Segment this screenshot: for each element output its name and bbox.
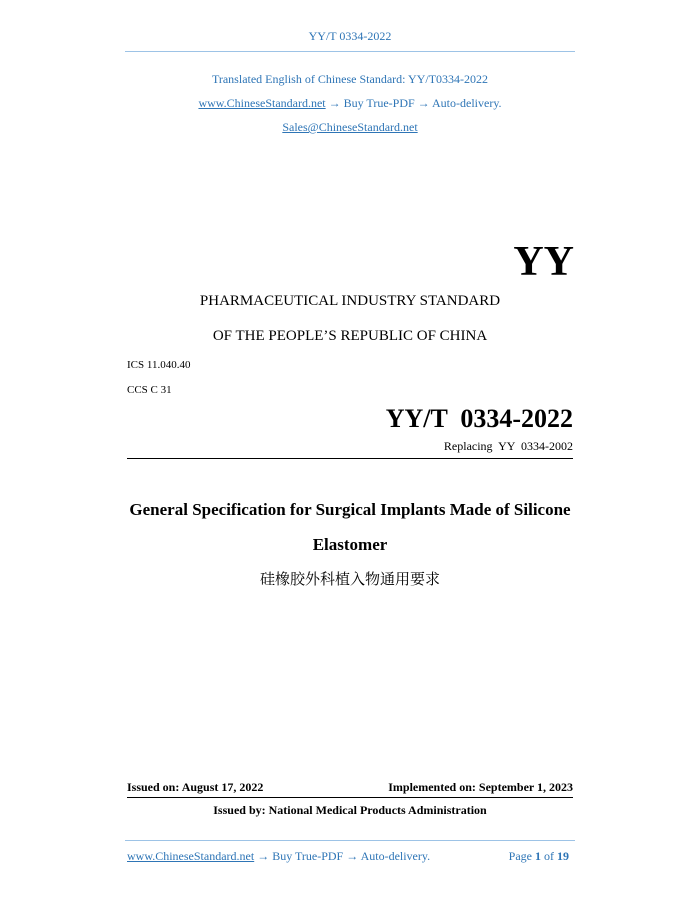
of-label: of: [544, 849, 554, 863]
page-indicator: [509, 849, 569, 864]
footer-website-link[interactable]: www.ChineseStandard.net: [127, 849, 255, 863]
purchase-line: [0, 96, 700, 111]
running-header-title: YY/T 0334-2022: [308, 29, 392, 43]
standard-code-mark: YY: [513, 239, 574, 285]
title-en-line-2: Elastomer: [312, 535, 388, 554]
website-link[interactable]: www.ChineseStandard.net: [198, 96, 326, 110]
ccs-code: CCS C 31: [127, 384, 172, 396]
standard-number: YY/T 0334-2022: [385, 404, 573, 433]
implemented-on: Implemented on: September 1, 2023: [388, 780, 573, 794]
industry-line-2: OF THE PEOPLE’S REPUBLIC OF CHINA: [212, 328, 488, 344]
translation-note: Translated English of Chinese Standard: YY/T0334-2022: [211, 72, 489, 86]
standard-number-rule: [127, 458, 573, 459]
page-total: 19: [557, 849, 569, 863]
title-cn: 硅橡胶外科植入物通用要求: [259, 570, 440, 588]
issued-on: Issued on: August 17, 2022: [127, 780, 264, 794]
page-number: 1: [535, 849, 541, 863]
buy-text: → Buy True-PDF → Auto-delivery.: [328, 96, 502, 110]
header-rule: [125, 51, 575, 52]
footer-buy-text: → Buy True-PDF → Auto-delivery.: [257, 849, 431, 863]
issue-rule: [127, 797, 573, 798]
replacing-note: Replacing YY 0334-2002: [443, 439, 573, 453]
industry-line-1: PHARMACEUTICAL INDUSTRY STANDARD: [199, 293, 501, 309]
footer-purchase-line: [127, 849, 430, 864]
email-link[interactable]: Sales@ChineseStandard.net: [282, 120, 418, 134]
title-en-line-1: General Specification for Surgical Implants Made of Silicone: [129, 500, 571, 519]
email-line: [0, 120, 700, 135]
footer-rule: [125, 840, 575, 841]
page-label: Page: [508, 849, 532, 863]
issued-by: Issued by: National Medical Products Administration: [213, 803, 487, 817]
ics-code: ICS 11.040.40: [127, 359, 191, 371]
